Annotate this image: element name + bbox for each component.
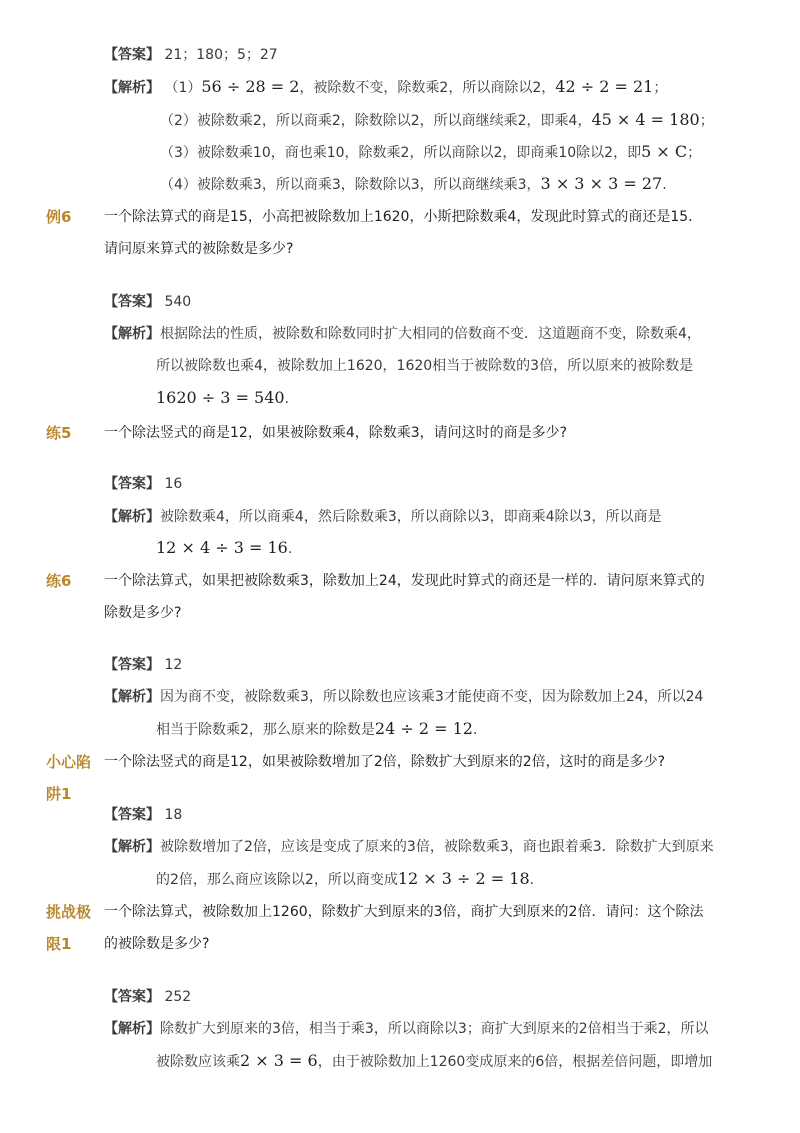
answer-tag: 【答案】 — [104, 807, 160, 823]
analysis-line-2 — [160, 110, 714, 131]
math-expression: 24 ÷ 2 = 12 — [374, 719, 473, 738]
analysis-text: ，由于被除数加上1260变成原来的6倍，根据差倍问题，即增加 — [317, 1054, 713, 1070]
practice-5-analysis-line-2 — [156, 538, 292, 559]
analysis-text: （1） — [164, 80, 202, 96]
answer-tag: 【答案】 — [104, 47, 160, 63]
trap-1-question: 一个除法竖式的商是12，如果被除数增加了2倍，除数扩大到原来的2倍，这时的商是多少? — [104, 754, 666, 770]
analysis-tag: 【解析】 — [104, 326, 160, 342]
challenge-1-label-line-1: 挑战极 — [46, 903, 92, 921]
punctuation: ； — [653, 80, 668, 96]
practice-6-question-line-1: 一个除法算式，如果把被除数乘3，除数加上24，发现此时算式的商还是一样的．请问原来算式的 — [104, 573, 705, 589]
analysis-text: 被除数乘4，所以商乘4，然后除数乘3，所以商除以3，即商乘4除以3，所以商是 — [160, 509, 662, 525]
punctuation: . — [472, 722, 478, 738]
analysis-text: 的2倍，那么商应该除以2，所以商变成 — [156, 872, 398, 888]
trap-1-analysis-line-2 — [156, 869, 534, 890]
math-expression: 12 × 4 ÷ 3 = 16 — [156, 538, 288, 557]
example-6-question-line-2: 请问原来算式的被除数是多少? — [104, 241, 294, 257]
analysis-line-3 — [160, 142, 701, 163]
example-6-analysis-line-2: 所以被除数也乘4，被除数加上1620，1620相当于被除数的3倍，所以原来的被除数是 — [156, 358, 694, 374]
practice-6-analysis-line-2 — [156, 719, 477, 740]
practice-5-analysis-line-1 — [104, 507, 661, 527]
punctuation: ； — [699, 113, 714, 129]
punctuation: ； — [687, 145, 702, 161]
analysis-text: 被除数应该乘 — [156, 1054, 240, 1070]
challenge-1-answer — [104, 987, 191, 1007]
math-expression: 45 × 4 = 180 — [591, 110, 700, 129]
math-expression: 42 ÷ 2 = 21 — [555, 77, 654, 96]
math-expression: 5 × C — [641, 142, 688, 161]
answer-value: 252 — [164, 989, 192, 1005]
trap-1-analysis-line-1 — [104, 837, 714, 857]
analysis-text: 因为商不变，被除数乘3，所以除数也应该乘3才能使商不变，因为除数加上24，所以24 — [160, 689, 704, 705]
practice-5-answer — [104, 474, 182, 494]
punctuation: . — [529, 872, 535, 888]
math-expression: 56 ÷ 28 = 2 — [201, 77, 300, 96]
analysis-tag: 【解析】 — [104, 839, 160, 855]
answer-value: 16 — [164, 476, 183, 492]
practice-6-analysis-line-1 — [104, 687, 703, 707]
analysis-tag: 【解析】 — [104, 1021, 160, 1037]
answer-tag: 【答案】 — [104, 989, 160, 1005]
analysis-line-4 — [160, 174, 667, 195]
analysis-tag: 【解析】 — [104, 509, 160, 525]
punctuation: . — [284, 391, 290, 407]
analysis-text: 相当于除数乘2，那么原来的除数是 — [156, 722, 375, 738]
challenge-1-question-line-1: 一个除法算式，被除数加上1260，除数扩大到原来的3倍，商扩大到原来的2倍．请问：这个除法 — [104, 904, 704, 920]
math-expression: 2 × 3 = 6 — [240, 1051, 318, 1070]
challenge-1-analysis-line-1 — [104, 1019, 709, 1039]
example-6-analysis-line-1 — [104, 324, 701, 344]
analysis-line-1 — [104, 77, 667, 98]
answer-tag: 【答案】 — [104, 294, 160, 310]
analysis-text: 被除数增加了2倍，应该是变成了原来的3倍，被除数乘3，商也跟着乘3．除数扩大到原来 — [160, 839, 714, 855]
punctuation: . — [662, 177, 667, 193]
analysis-tag: 【解析】 — [104, 689, 160, 705]
practice-6-label: 练6 — [46, 572, 72, 590]
practice-5-question: 一个除法竖式的商是12，如果被除数乘4，除数乘3，请问这时的商是多少? — [104, 425, 568, 441]
challenge-1-analysis-line-2 — [156, 1051, 712, 1072]
example-6-question-line-1: 一个除法算式的商是15，小高把被除数加上1620，小斯把除数乘4，发现此时算式的商还是15． — [104, 209, 703, 225]
answer-value: 21；180；5；27 — [164, 47, 278, 63]
math-expression: 3 × 3 × 3 = 27 — [540, 174, 663, 193]
practice-6-answer — [104, 655, 182, 675]
example-6-label: 例6 — [46, 208, 72, 226]
practice-5-label: 练5 — [46, 424, 72, 442]
analysis-text: ，被除数不变，除数乘2，所以商除以2， — [299, 80, 556, 96]
analysis-text: 根据除法的性质，被除数和除数同时扩大相同的倍数商不变．这道题商不变，除数乘4， — [160, 326, 701, 342]
math-expression: 1620 ÷ 3 = 540 — [156, 388, 285, 407]
analysis-text: （2）被除数乘2，所以商乘2，除数除以2，所以商继续乘2，即乘4， — [160, 113, 592, 129]
practice-6-question-line-2: 除数是多少? — [104, 605, 182, 621]
answer-tag: 【答案】 — [104, 657, 160, 673]
trap-1-label-line-2: 阱1 — [46, 785, 72, 803]
analysis-text: 除数扩大到原来的3倍，相当于乘3，所以商除以3；商扩大到原来的2倍相当于乘2，所以 — [160, 1021, 709, 1037]
analysis-text: （3）被除数乘10，商也乘10，除数乘2，所以商除以2，即商乘10除以2，即 — [160, 145, 642, 161]
challenge-1-question-line-2: 的被除数是多少? — [104, 936, 210, 952]
analysis-text: （4）被除数乘3，所以商乘3，除数除以3，所以商继续乘3， — [160, 177, 541, 193]
challenge-1-label-line-2: 限1 — [46, 935, 72, 953]
answer-value: 12 — [164, 657, 183, 673]
answer-value: 18 — [164, 807, 183, 823]
math-expression: 12 × 3 ÷ 2 = 18 — [397, 869, 530, 888]
trap-1-answer — [104, 805, 182, 825]
punctuation: . — [287, 541, 293, 557]
answer-tag: 【答案】 — [104, 476, 160, 492]
example-6-answer — [104, 292, 191, 312]
example-6-analysis-line-3 — [156, 388, 289, 409]
answer-line-1 — [104, 45, 278, 65]
trap-1-label-line-1: 小心陷 — [46, 753, 92, 771]
answer-value: 540 — [164, 294, 192, 310]
analysis-tag: 【解析】 — [104, 80, 160, 96]
